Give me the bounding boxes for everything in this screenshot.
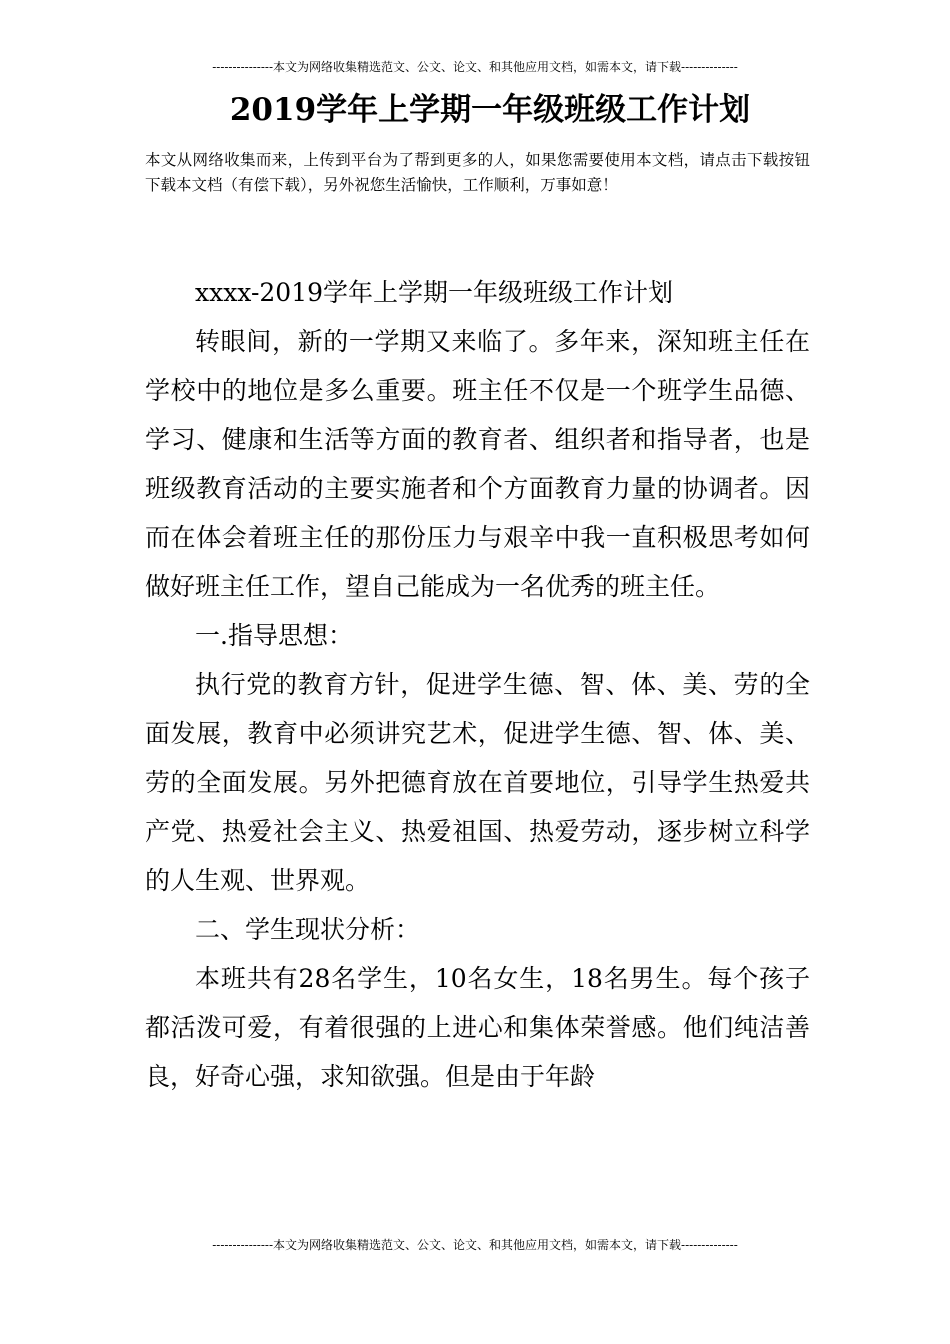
section-heading: 一.指导思想：: [195, 621, 353, 650]
footer-banner: ---------------本文为网络收集精选范文、公文、论文、和其他应用文档，如需本文，请下载--------------: [212, 1238, 738, 1252]
body-paragraph: 执行党的教育方针，促进学生德、智、体、美、劳的全面发展，教育中必须讲究艺术，促进学生德、智、体、美、劳的全面发展。另外把德育放在首要地位，引导学生热爱共产党、热爱社会主义、热爱祖国、热爱劳动，逐步树立科学的人生观、世界观。: [145, 670, 810, 895]
header-banner: ---------------本文为网络收集精选范文、公文、论文、和其他应用文档，如需本文，请下载--------------: [212, 60, 738, 74]
section-heading: 二、学生现状分析：: [195, 915, 421, 944]
body-paragraph: 本班共有28名学生，10名女生，18名男生。每个孩子都活泼可爱，有着很强的上进心和集体荣誉感。他们纯洁善良，好奇心强，求知欲强。但是由于年龄: [145, 964, 810, 1091]
document-title: 2019学年上学期一年级班级工作计划: [229, 92, 751, 128]
document-body: [145, 268, 810, 1101]
body-paragraph: 转眼间，新的一学期又来临了。多年来，深知班主任在学校中的地位是多么重要。班主任不仅是一个班学生品德、学习、健康和生活等方面的教育者、组织者和指导者，也是班级教育活动的主要实施者和个方面教育力量的协调者。因而在体会着班主任的那份压力与艰辛中我一直积极思考如何做好班主任工作，望自己能成为一名优秀的班主任。: [145, 327, 810, 601]
intro-notice: 本文从网络收集而来，上传到平台为了帮到更多的人，如果您需要使用本文档，请点击下载按钮下载本文档（有偿下载），另外祝您生活愉快，工作顺利，万事如意！: [145, 151, 810, 194]
subtitle-paragraph: xxxx-2019学年上学期一年级班级工作计划: [195, 278, 674, 307]
